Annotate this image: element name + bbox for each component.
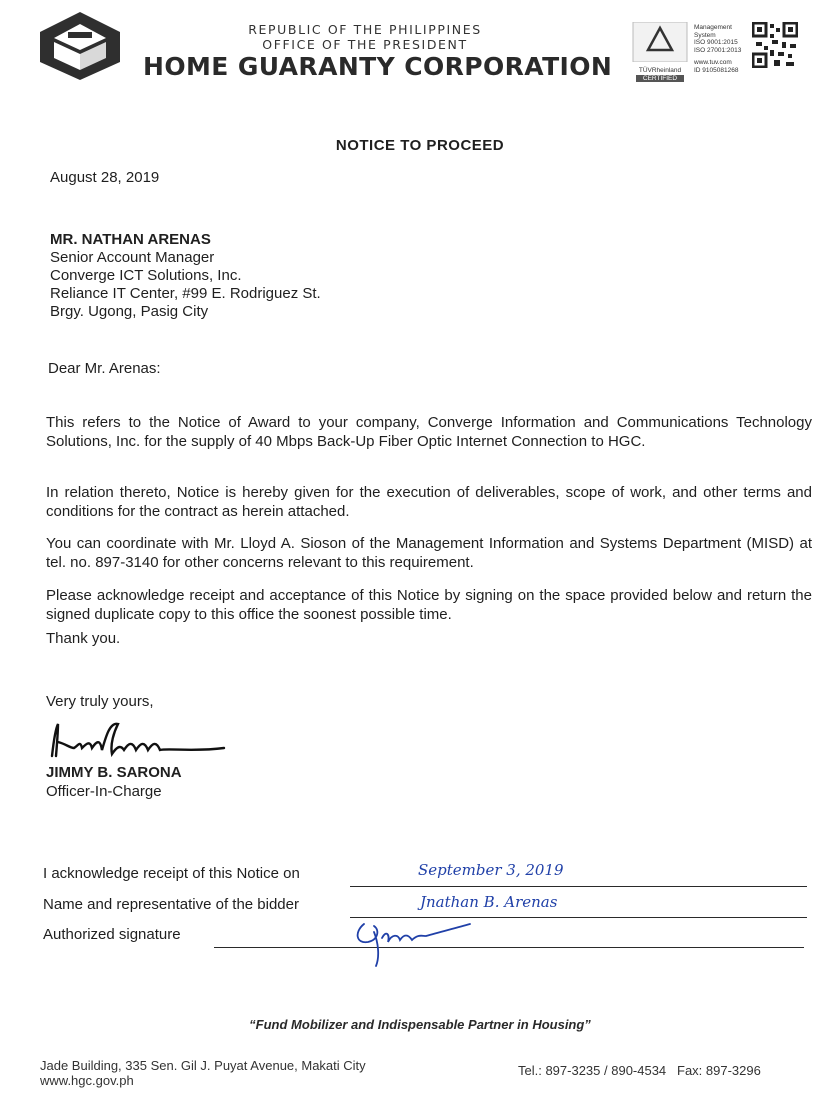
recipient-position: Senior Account Manager bbox=[50, 249, 215, 266]
body-paragraph: Please acknowledge receipt and acceptance of this Notice by signing on the space provided below and return the signed duplicate copy to this office the soonest possible time. bbox=[46, 587, 812, 623]
recipient-address-line-1: Reliance IT Center, #99 E. Rodriguez St. bbox=[50, 285, 321, 302]
recipient-block bbox=[50, 231, 321, 321]
recipient-name: MR. NATHAN ARENAS bbox=[50, 231, 211, 248]
letter-date: August 28, 2019 bbox=[50, 169, 160, 186]
cert-line: ISO 9001:2015 bbox=[694, 39, 738, 46]
signatory-name: JIMMY B. SARONA bbox=[46, 764, 182, 781]
footer-contact: Tel.: 897-3235 / 890-4534 Fax: 897-3296 bbox=[518, 1063, 761, 1078]
footer-address: Jade Building, 335 Sen. Gil J. Puyat Avenue, Makati City bbox=[40, 1058, 366, 1073]
cert-line: www.tuv.com bbox=[694, 59, 732, 66]
salutation: Dear Mr. Arenas: bbox=[48, 360, 161, 377]
hgc-logo bbox=[38, 10, 122, 82]
footer-motto: “Fund Mobilizer and Indispensable Partner in Housing” bbox=[249, 1017, 591, 1032]
recipient-company: Converge ICT Solutions, Inc. bbox=[50, 267, 242, 284]
certification-mark bbox=[630, 22, 690, 80]
cert-line: ID 9105081268 bbox=[694, 66, 739, 74]
signature-label: Authorized signature bbox=[43, 926, 181, 943]
receipt-date-value: September 3, 2019 bbox=[418, 861, 564, 879]
receipt-date-label: I acknowledge receipt of this Notice on bbox=[43, 865, 300, 882]
corporation-name: HOME GUARANTY CORPORATION bbox=[143, 52, 613, 81]
cert-line: System bbox=[694, 31, 716, 39]
bidder-name-label: Name and representative of the bidder bbox=[43, 896, 299, 913]
officer-signature bbox=[44, 718, 228, 764]
body-paragraph: In relation thereto, Notice is hereby given for the execution of deliverables, scope of work, and other terms and conditions for the contract as herein attached. bbox=[46, 484, 812, 520]
bidder-signature bbox=[346, 912, 476, 968]
body-paragraph: You can coordinate with Mr. Lloyd A. Sioson of the Management Information and Systems Department (MISD) at tel. no. 897-3140 for other concerns relevant to this requirement. bbox=[46, 535, 812, 571]
body-paragraph: This refers to the Notice of Award to your company, Converge Information and Communications Technology Solutions, Inc. for the supply of 40 Mbps Back-Up Fiber Optic Internet Connection to HGC. bbox=[46, 414, 812, 450]
closing: Very truly yours, bbox=[46, 693, 154, 710]
bidder-name-value: Jnathan B. Arenas bbox=[420, 893, 558, 911]
qr-code-icon bbox=[752, 22, 798, 68]
receipt-date-line bbox=[350, 886, 807, 887]
header-office: OFFICE OF THE PRESIDENT bbox=[262, 37, 468, 52]
cert-badge: CERTIFIED bbox=[636, 75, 684, 83]
signature-line bbox=[214, 947, 804, 948]
thank-you: Thank you. bbox=[46, 630, 121, 647]
tuv-triangle-icon bbox=[630, 22, 690, 62]
document-title: NOTICE TO PROCEED bbox=[335, 137, 505, 154]
recipient-address-line-2: Brgy. Ugong, Pasig City bbox=[50, 303, 209, 320]
cert-brand: TÜVRheinland bbox=[638, 67, 682, 74]
cert-line: Management bbox=[694, 24, 732, 31]
signatory-title: Officer-In-Charge bbox=[46, 783, 162, 800]
cert-details bbox=[694, 24, 752, 74]
footer-website: www.hgc.gov.ph bbox=[40, 1073, 134, 1088]
cert-line: ISO 27001:2013 bbox=[694, 46, 742, 54]
header-republic: REPUBLIC OF THE PHILIPPINES bbox=[248, 22, 482, 37]
